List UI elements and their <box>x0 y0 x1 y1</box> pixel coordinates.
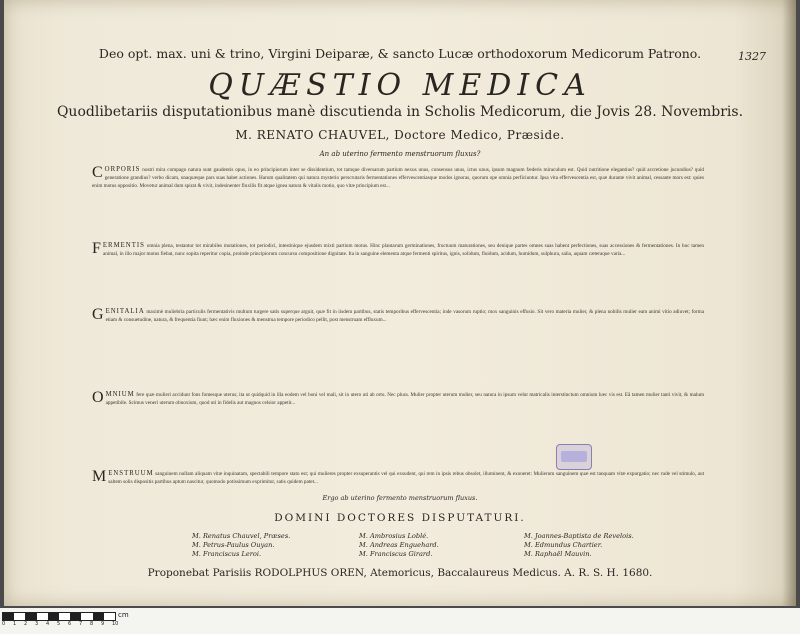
paragraph-omnium <box>92 391 704 475</box>
scale-ruler <box>0 608 800 634</box>
ruler-segment <box>59 613 70 620</box>
initial-letter: G <box>92 308 104 323</box>
ruler-segment <box>48 613 59 620</box>
ruler-tick-label: 0 <box>2 621 6 627</box>
ruler-unit-label: cm <box>118 611 129 619</box>
thesis-question: An ab uterino fermento menstruorum fluxus? <box>319 150 481 158</box>
paragraph-text: sanguinem nullam aliquam vitæ inquinatam, spectabili tempore stato est; qui mulieres propter exsuperantis vel qui exsudent, qui rem in ipsis rebus obsolet, illuminent, & exoneret: Mulierum sanguinem quæ est tanquam vitæ expurgatio; nec rude vel stimulo, aut saltem solis dispositis partibus aptum nascitur, quomodo potissimum exprimitur, satis quidem patet... <box>108 471 704 485</box>
disputant-name: M. Franciscus Girard. <box>359 550 433 558</box>
stamp-mark <box>561 451 587 462</box>
lead-word: ERMENTIS <box>102 242 145 249</box>
ruler-tick-label: 2 <box>24 621 28 627</box>
paragraph-genitalia <box>92 308 704 388</box>
disputant-name: M. Renatus Chauvel, Præses. <box>192 532 291 540</box>
ruler-tick-label: 10 <box>112 621 119 627</box>
conclusion-line: Ergo ab uterino fermento menstruorum fluxus. <box>322 494 478 502</box>
disputant-name: M. Andreas Enguehard. <box>359 541 439 549</box>
document-subtitle: Quodlibetariis disputationibus manè discutienda in Scholis Medicorum, die Jovis 28. Novembris. <box>56 104 744 120</box>
praeses-line: M. RENATO CHAUVEL, Doctore Medico, Præside. <box>235 128 565 142</box>
ruler-tick-label: 7 <box>79 621 83 627</box>
page-number: 1327 <box>738 50 766 63</box>
ruler-segment <box>37 613 48 620</box>
ruler-segment <box>25 613 36 620</box>
lead-word: ORPORIS <box>104 166 141 173</box>
ruler-segment <box>70 613 81 620</box>
ruler-segment <box>93 613 104 620</box>
paragraph-menstruum <box>92 470 704 490</box>
document-page <box>4 0 796 606</box>
disputant-name: M. Joannes-Baptista de Revelois. <box>524 532 634 540</box>
disputant-name: M. Raphaël Mauvin. <box>524 550 592 558</box>
ruler-tick-label: 8 <box>90 621 94 627</box>
disputants-column-3 <box>524 532 634 559</box>
lead-word: ENSTRUUM <box>108 470 154 477</box>
disputants-column-1 <box>192 532 290 559</box>
ruler-tick-label: 6 <box>68 621 72 627</box>
paragraph-text: nostri mira compago natura sunt gaudentis opus, in eo principiorum inter se dissidentium, tot tamque diversarum partium nexus unus, consensus unus, ictus unus, ipsum magnum fæderis miraculum est. Quid nutritione elegantius? quid accretione jucundius? quid generatione grandius? verbo dicam, unaquæque pars suas habet actiones. Harum qualitatem qui natura mysterio perscrutaris fermentationes effervescentiasque modos ignoras, quorum ope omnia perficiuntur. Ipsa vita effervescentia est, quæ durante vivit animal, cessante mors est: quies enim motus oppositio. Movetur animal dum spirat & vivit, indesinenter fluxilis fit atque ignea natura & vitalis motio, quo vitæ principium est... <box>92 167 704 189</box>
ruler-bar <box>2 612 116 621</box>
disputant-name: M. Franciscus Leroi. <box>192 550 262 558</box>
ruler-segment <box>81 613 92 620</box>
paragraph-text: maximè muliebria particulis fermentativis multum turgere satis superque arguit, quæ fit in iisdem partibus, statis temporibus effervescentia; inde vasorum ruptio; mox sanguinis effusio. Sit vero materia mulier, & plena nobilis mulier eam animi vitio adiuvet; forma etiam & consuetudine, natura, & frequentia fiunt; hæc enim fluxiones & menstrua tempore periodico pellit, post menstruam effluxum... <box>105 309 704 323</box>
paragraph-corporis <box>92 166 704 248</box>
disputant-name: M. Edmundus Chartier. <box>524 541 603 549</box>
lead-word: MNIUM <box>105 391 135 398</box>
document-title: QUÆSTIO MEDICA <box>208 68 592 103</box>
ruler-tick-label: 5 <box>57 621 61 627</box>
ruler-tick-label: 3 <box>35 621 39 627</box>
disputant-name: M. Ambrosius Loblé. <box>359 532 429 540</box>
ruler-tick-label: 1 <box>13 621 17 627</box>
disputants-heading: DOMINI DOCTORES DISPUTATURI. <box>274 512 526 524</box>
initial-letter: F <box>92 242 101 257</box>
disputants-column-2 <box>359 532 439 559</box>
disputant-name: M. Petrus-Paulus Ouyan. <box>192 541 275 549</box>
paragraph-fermentis <box>92 242 704 314</box>
initial-letter: M <box>92 470 107 485</box>
proponent-footer: Proponebat Parisiis RODOLPHUS OREN, Atemoricus, Baccalaureus Medicus. A. R. S. H. 1680. <box>147 567 653 579</box>
ruler-tick-label: 9 <box>101 621 105 627</box>
ruler-segment <box>104 613 115 620</box>
paragraph-text: fere quæ mulieri accidunt fons fomesque uterus; ita ut quidquid in illa eodem vel boni vel mali, sit in utero uti ab ortu. Nec plura. Mulier propter uterum mulier, seu natura in ipsum velut matricalis interstinctum omnium hæc vis est. Eâ tamen mulier tanti vivit, & malum appetibile. Scimus veneri uterum obnoxium, quod uti in fidelis aut magnos celsior appetit... <box>105 392 704 406</box>
initial-letter: C <box>92 166 103 181</box>
paragraph-text: omnia plena, testantur tot mirabiles mutationes, tot periodici, intestinique ejusdem mixti partium motus. Hinc plantarum germinationes, fructuum maturationes, seu denique partes omnes suas habent perfectiones, suas accessiones & fermentationes. In hoc tamen animal, in illo major motus fiebat, nunc sopita reperitur copia, proinde principiorum concursu compositione dignitate. Ita in sanguine elementa atque fermenti spiritus, ignis, solidum, fluidum, acidum, humidum, sulphura, salia, aquam cæteraque varia... <box>102 243 704 257</box>
ruler-segment <box>3 613 14 620</box>
ruler-tick-label: 4 <box>46 621 50 627</box>
library-stamp <box>556 444 592 470</box>
ruler-ticks <box>2 621 119 631</box>
dedication-line: Deo opt. max. uni & trino, Virgini Deiparæ, & sancto Lucæ orthodoxorum Medicorum Patrono. <box>98 46 702 61</box>
initial-letter: O <box>92 391 104 406</box>
ruler-segment <box>14 613 25 620</box>
lead-word: ENITALIA <box>105 308 145 315</box>
